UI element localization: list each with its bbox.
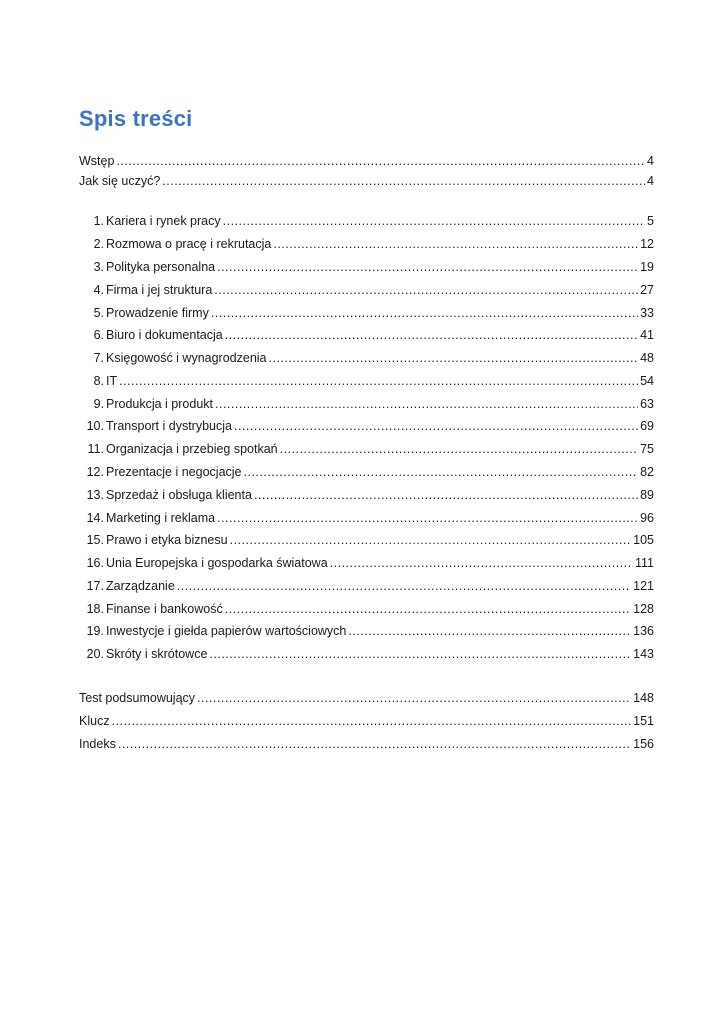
toc-leader-dots [223,212,645,230]
chapter-number: 19. [86,624,104,638]
toc-page-number: 148 [633,691,654,705]
toc-row-chapter[interactable] [79,304,654,322]
toc-row-chapter[interactable] [79,235,654,253]
chapter-number: 4. [93,283,104,297]
toc-leader-dots [280,440,638,458]
toc-leader-dots [330,554,633,572]
toc-leader-dots [254,486,638,504]
toc-row-chapter[interactable] [79,463,654,481]
toc-page-number: 89 [640,488,654,502]
chapter-number: 2. [93,237,104,251]
toc-page-number: 82 [640,465,654,479]
chapter-number: 6. [93,328,104,342]
toc-row-chapter[interactable] [79,395,654,413]
toc-label: Zarządzanie [106,579,175,593]
toc-label: Prezentacje i negocjacje [106,465,242,479]
toc-page-number: 12 [640,237,654,251]
toc-label: Biuro i dokumentacja [106,328,223,342]
toc-leader-dots [244,463,639,481]
toc-leader-dots [118,735,631,753]
chapter-number: 13. [86,488,104,502]
toc-page-number: 69 [640,419,654,433]
chapter-number: 9. [93,397,104,411]
toc-page-number: 4 [647,154,654,168]
toc-page-number: 75 [640,442,654,456]
toc-page-number: 136 [633,624,654,638]
toc-label: Prawo i etyka biznesu [106,533,228,547]
toc-label: IT [106,374,118,388]
toc-row-intro[interactable] [79,152,654,170]
toc-page-number: 96 [640,511,654,525]
chapter-number: 20. [86,647,104,661]
toc-leader-dots [116,152,645,170]
toc-leader-dots [215,395,638,413]
toc-label: Produkcja i produkt [106,397,214,411]
toc-row-chapter[interactable] [79,531,654,549]
toc-label: Organizacja i przebieg spotkań [106,442,278,456]
toc-label: Wstęp [79,154,115,168]
toc-page-number: 5 [647,214,654,228]
toc-row-back[interactable] [79,735,654,753]
toc-leader-dots [209,645,631,663]
toc-row-chapter[interactable] [79,258,654,276]
toc-leader-dots [119,372,638,390]
toc-leader-dots [269,349,639,367]
toc-page-number: 143 [633,647,654,661]
toc-row-chapter[interactable] [79,281,654,299]
chapter-number: 15. [86,533,104,547]
chapter-number: 14. [86,511,104,525]
toc-page-number: 41 [640,328,654,342]
toc-page-number: 27 [640,283,654,297]
toc-leader-dots [273,235,638,253]
toc-row-back[interactable] [79,689,654,707]
toc-leader-dots [197,689,631,707]
toc-leader-dots [112,712,632,730]
toc-row-chapter[interactable] [79,509,654,527]
toc-label: Skróty i skrótowce [106,647,208,661]
toc-leader-dots [211,304,638,322]
toc-leader-dots [162,172,645,190]
toc-page-number: 4 [647,174,654,188]
chapter-number: 8. [93,374,104,388]
toc-label: Prowadzenie firmy [106,306,209,320]
toc-leader-dots [177,577,631,595]
toc-page-number: 48 [640,351,654,365]
toc-page-number: 33 [640,306,654,320]
toc-label: Firma i jej struktura [106,283,213,297]
chapter-number: 11. [87,442,104,456]
toc-label: Klucz [79,714,110,728]
toc-leader-dots [214,281,638,299]
toc-leader-dots [230,531,632,549]
toc-label: Marketing i reklama [106,511,216,525]
toc-row-chapter[interactable] [79,600,654,618]
toc-row-chapter[interactable] [79,622,654,640]
toc-row-back[interactable] [79,712,654,730]
toc-row-chapter[interactable] [79,349,654,367]
toc-label: Transport i dystrybucja [106,419,232,433]
toc-label: Rozmowa o pracę i rekrutacja [106,237,272,251]
chapter-number: 7. [93,351,104,365]
toc-row-intro[interactable] [79,172,654,190]
toc-row-chapter[interactable] [79,212,654,230]
toc-row-chapter[interactable] [79,577,654,595]
chapter-number: 3. [93,260,104,274]
toc-label: Test podsumowujący [79,691,196,705]
chapter-number: 18. [86,602,104,616]
toc-label: Jak się uczyć? [79,174,161,188]
toc-row-chapter[interactable] [79,372,654,390]
toc-row-chapter[interactable] [79,440,654,458]
toc-page-number: 111 [634,556,654,570]
toc-label: Kariera i rynek pracy [106,214,221,228]
chapter-number: 16. [86,556,104,570]
toc-label: Unia Europejska i gospodarka światowa [106,556,328,570]
toc-leader-dots [217,509,638,527]
toc-label: Sprzedaż i obsługa klienta [106,488,252,502]
toc-page-number: 54 [640,374,654,388]
toc-label: Inwestycje i giełda papierów wartościowych [106,624,347,638]
toc-row-chapter[interactable] [79,554,654,572]
toc-row-chapter[interactable] [79,326,654,344]
toc-page-number: 63 [640,397,654,411]
toc-row-chapter[interactable] [79,645,654,663]
toc-label: Finanse i bankowość [106,602,223,616]
toc-label: Polityka personalna [106,260,216,274]
toc-page-number: 151 [633,714,654,728]
toc-leader-dots [217,258,638,276]
toc-leader-dots [234,417,638,435]
page-title: Spis treści [79,106,193,131]
chapter-number: 5. [93,306,104,320]
toc-page-number: 105 [633,533,654,547]
toc-page-number: 121 [633,579,654,593]
chapter-number: 17. [86,579,104,593]
chapter-number: 10. [86,419,104,433]
toc-row-chapter[interactable] [79,417,654,435]
toc-page-number: 128 [633,602,654,616]
toc-page-number: 19 [640,260,654,274]
toc-label: Księgowość i wynagrodzenia [106,351,267,365]
chapter-number: 1. [93,214,104,228]
toc-row-chapter[interactable] [79,486,654,504]
chapter-number: 12. [86,465,104,479]
toc-leader-dots [225,600,631,618]
toc-leader-dots [225,326,638,344]
toc-page-number: 156 [633,737,654,751]
toc-label: Indeks [79,737,116,751]
toc-leader-dots [348,622,631,640]
